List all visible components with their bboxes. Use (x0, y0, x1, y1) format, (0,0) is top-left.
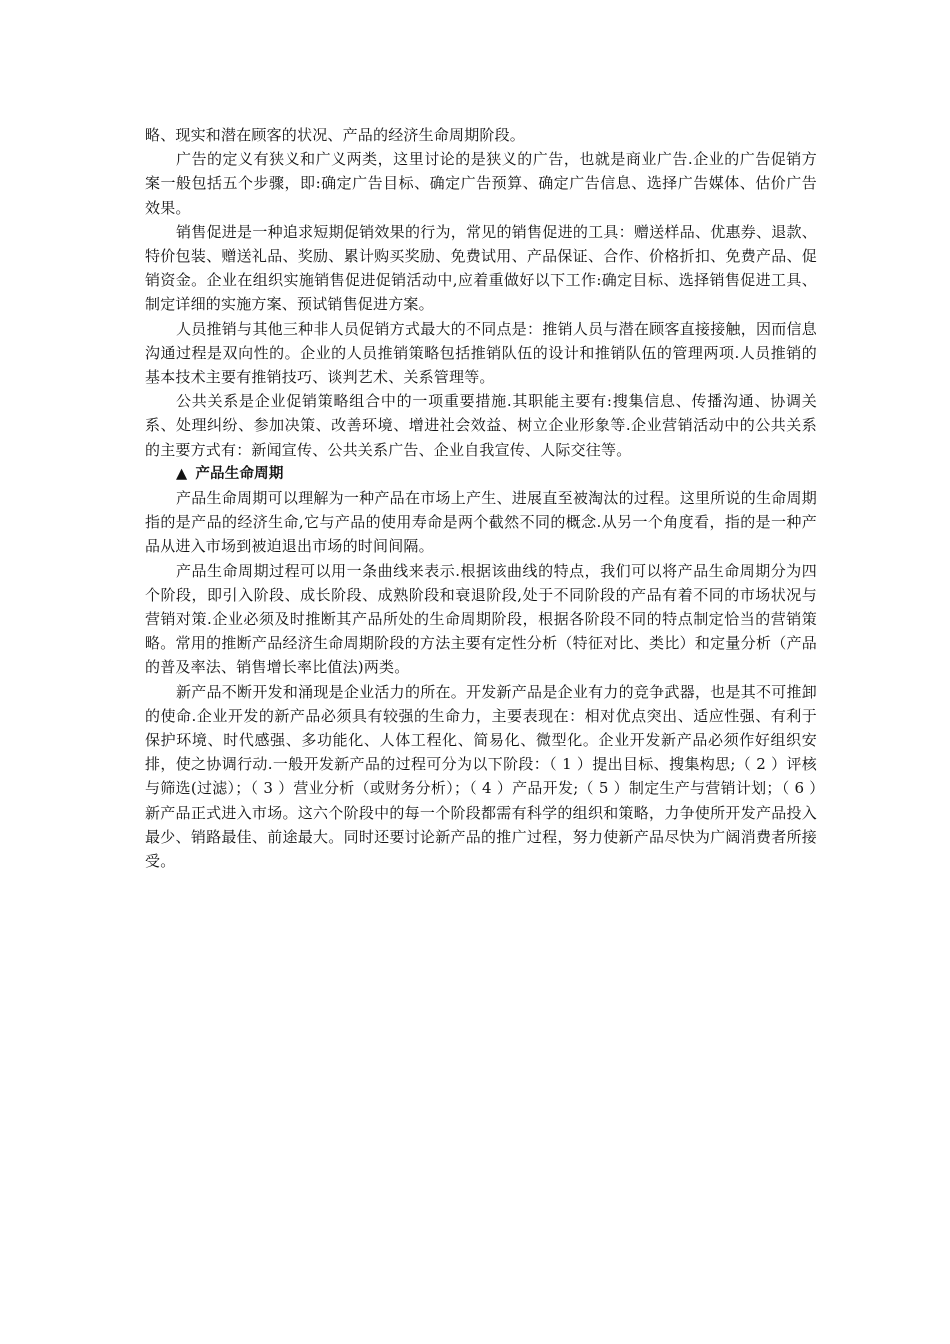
triangle-icon: ▲ (176, 465, 188, 482)
section-heading (145, 462, 817, 486)
paragraph-continuation: 略、现实和潜在顾客的状况、产品的经济生命周期阶段。 (145, 126, 526, 144)
paragraph-sales-promotion: 销售促进是一种追求短期促销效果的行为，常见的销售促进的工具：赠送样品、优惠券、退款、特价包装、赠送礼品、奖励、累计购买奖励、免费试用、产品保证、合作、价格折扣、免费产品、促销资金。企业在组织实施销售促进促销活动中,应着重做好以下工作:确定目标、选择销售促进工具、制定详细的实施方案、预试销售促进方案。 (145, 222, 817, 314)
paragraph-lifecycle-definition: 产品生命周期可以理解为一种产品在市场上产生、进展直至被淘汰的过程。这里所说的生命周期指的是产品的经济生命,它与产品的使用寿命是两个截然不同的概念.从另一个角度看，指的是一种产品从进入市场到被迫退出市场的时间间隔。 (145, 489, 817, 556)
paragraph-personal-selling: 人员推销与其他三种非人员促销方式最大的不同点是：推销人员与潜在顾客直接接触，因而信息沟通过程是双向性的。企业的人员推销策略包括推销队伍的设计和推销队伍的管理两项.人员推销的基本技术主要有推销技巧、谈判艺术、关系管理等。 (145, 319, 817, 387)
paragraph-public-relations: 公共关系是企业促销策略组合中的一项重要措施.其职能主要有:搜集信息、传播沟通、协调关系、处理纠纷、参加决策、改善环境、增进社会效益、树立企业形象等.企业营销活动中的公共关系的主要方式有：新闻宣传、公共关系广告、企业自我宣传、人际交往等。 (145, 392, 817, 459)
section-heading-text: 产品生命周期 (195, 465, 284, 482)
paragraph-new-product: 新产品不断开发和涌现是企业活力的所在。开发新产品是企业有力的竞争武器，也是其不可推卸的使命.企业开发的新产品必须具有较强的生命力，主要表现在：相对优点突出、适应性强、有利于保护环境、时代感强、多功能化、人体工程化、简易化、微型化。企业开发新产品必须作好组织安排，使之协调行动.一般开发新产品的过程可分为以下阶段：（ 1 ）提出目标、搜集构思;（ 2 ）评核与筛选(过滤）；（ 3 ）营业分析（或财务分析）；（ 4 ）产品开发;（ 5 ）制定生产与营销计划；（ 6 ）新产品正式进入市场。这六个阶段中的每一个阶段都需有科学的组织和策略，力争使所开发产品投入最少、销路最佳、前途最大。同时还要讨论新产品的推广过程，努力使新产品尽快为广阔消费者所接受。 (145, 682, 817, 871)
paragraph-lifecycle-stages: 产品生命周期过程可以用一条曲线来表示.根据该曲线的特点，我们可以将产品生命周期分为四个阶段，即引入阶段、成长阶段、成熟阶段和衰退阶段,处于不同阶段的产品有着不同的市场状况与营销对策.企业必须及时推断其产品所处的生命周期阶段，根据各阶段不同的特点制定恰当的营销策略。常用的推断产品经济生命周期阶段的方法主要有定性分析（特征对比、类比）和定量分析（产品的普及率法、销售增长率比值法)两类。 (145, 561, 817, 677)
paragraph-advertising: 广告的定义有狭义和广义两类，这里讨论的是狭义的广告，也就是商业广告.企业的广告促销方案一般包括五个步骤，即:确定广告目标、确定广告预算、确定广告信息、选择广告媒体、估价广告效果。 (145, 150, 817, 217)
document-page (145, 123, 817, 873)
